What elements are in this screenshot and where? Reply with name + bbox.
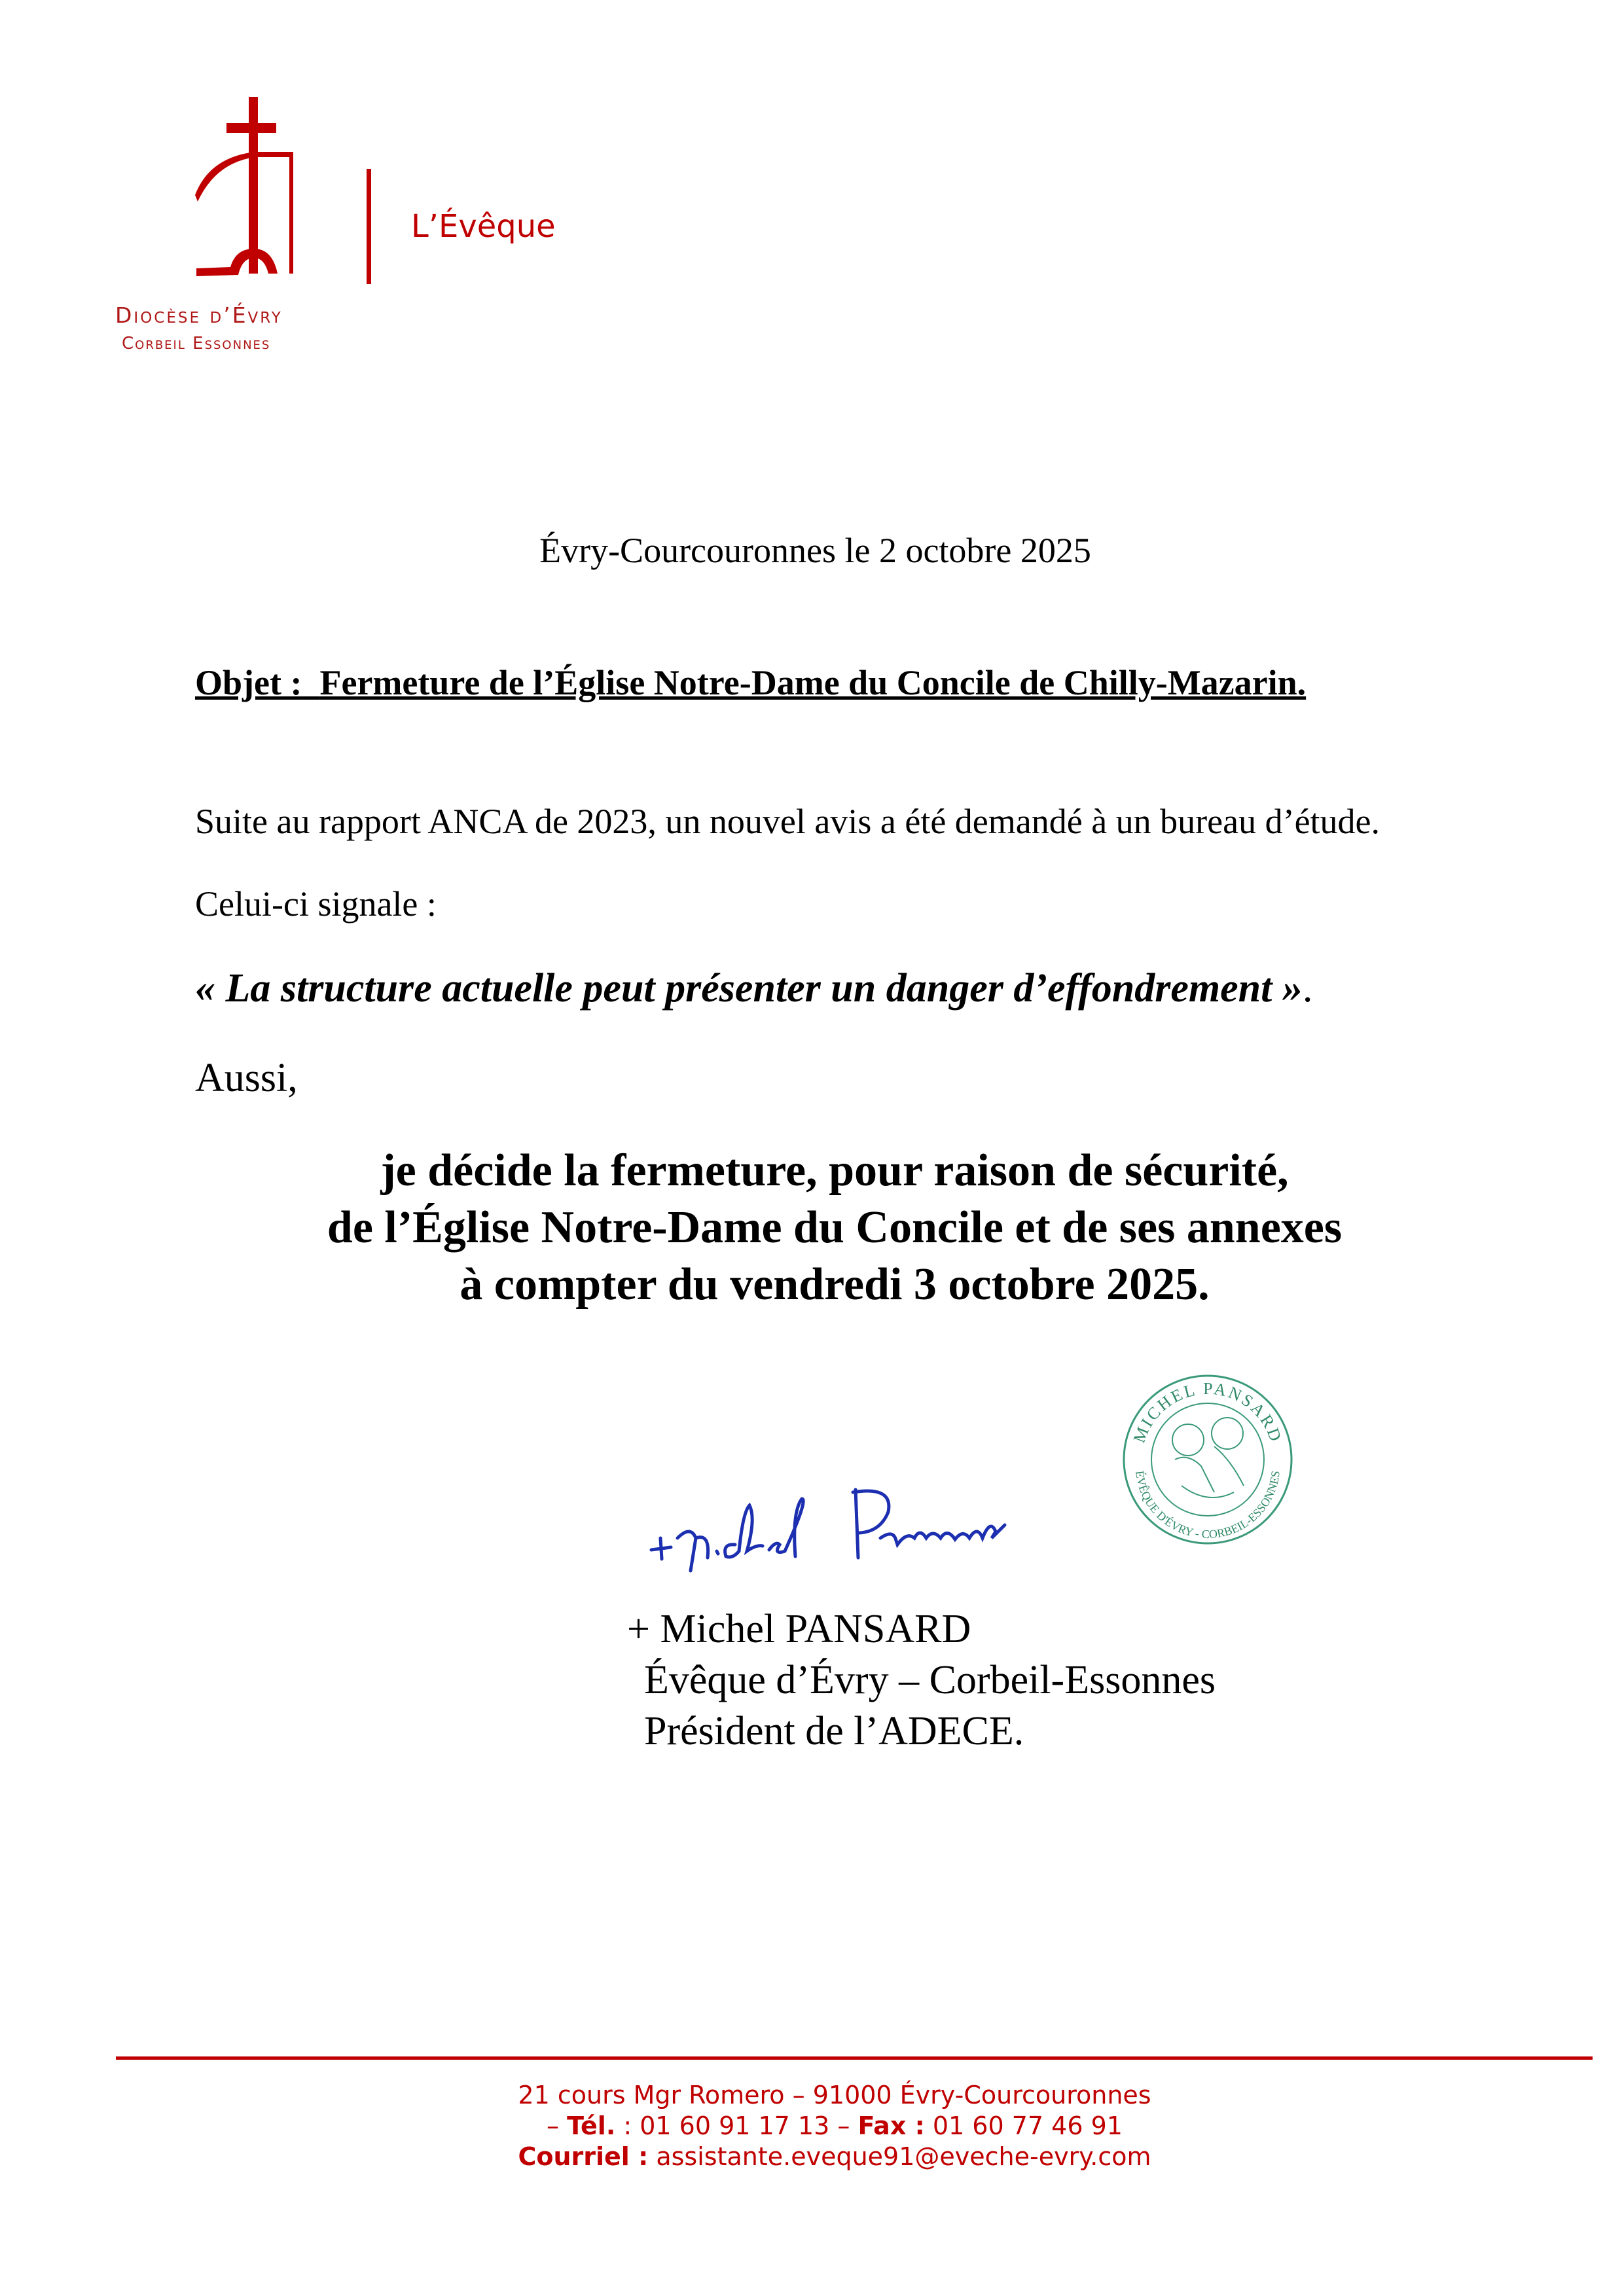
diocese-subtitle: Corbeil Essonnes [122,334,271,353]
footer-dash: – [547,2111,568,2140]
footer-phone-fax [0,2111,1624,2142]
quote-text: « La structure actuelle peut présenter un danger d’effondrement » [195,966,1303,1011]
decision-line-1: je décide la fermeture, pour raison de sécurité, [380,1145,1289,1196]
signatory-title-1: Évêque d’Évry – Corbeil-Essonnes [644,1658,1216,1702]
decision-block [0,1142,1624,1313]
decision-line-2: de l’Église Notre-Dame du Concile et de ses annexes [327,1202,1343,1253]
footer-email [0,2142,1624,2172]
quote-period: . [1302,966,1313,1011]
svg-text:MICHEL PANSARD: MICHEL PANSARD [1129,1378,1286,1446]
subject-text: Fermeture de l’Église Notre-Dame du Concile de Chilly-Mazarin. [319,663,1307,702]
official-stamp [1116,1368,1299,1551]
decision-line-3: à compter du vendredi 3 octobre 2025. [460,1259,1210,1310]
date-line: Évry-Courcouronnes le 2 octobre 2025 [539,531,1091,570]
quote [195,965,1312,1012]
signatory-block [627,1604,1216,1757]
svg-text:ÉVÊQUE D'ÉVRY - CORBEIL-ESSONN: ÉVÊQUE D'ÉVRY - CORBEIL-ESSONNES [1133,1469,1282,1541]
tel-value: : 01 60 91 17 13 – [615,2111,858,2140]
diocese-name: Diocèse d’Évry [115,302,283,328]
paragraph-signal: Celui-ci signale : [195,884,437,924]
fax-value: 01 60 77 46 91 [924,2111,1123,2140]
handwritten-signature [645,1473,1064,1577]
fax-label: Fax : [857,2111,925,2140]
diocese-cross-logo [183,92,308,295]
footer-divider [116,2056,1593,2060]
footer-contact [0,2080,1624,2172]
tel-label: Tél. [567,2111,616,2140]
subject-line [195,662,1306,703]
header-divider [367,169,371,284]
footer-address: 21 cours Mgr Romero – 91000 Évry-Courcouronnes [518,2081,1151,2109]
email-label: Courriel : [518,2142,649,2171]
email-link[interactable]: assistante.eveque91@eveche-evry.com [648,2142,1151,2171]
signatory-name: + Michel PANSARD [627,1607,971,1651]
letterhead-title: L’Évêque [411,208,556,245]
paragraph-report: Suite au rapport ANCA de 2023, un nouvel avis a été demandé à un bureau d’étude. [195,802,1380,841]
paragraph-aussi: Aussi, [195,1056,298,1100]
subject-label: Objet : [195,663,302,702]
signatory-title-2: Président de l’ADECE. [644,1709,1024,1753]
